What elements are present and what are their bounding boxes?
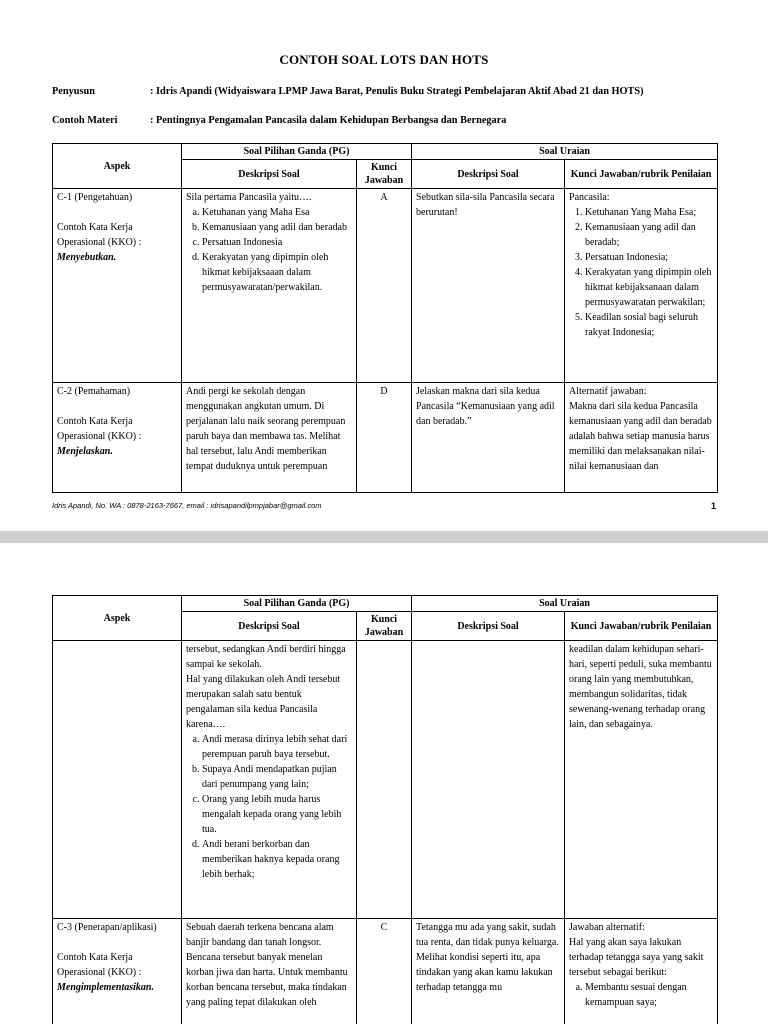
penyusun-label: Penyusun (52, 86, 95, 97)
kko-label: Contoh Kata Kerja Operasional (KKO) : (57, 222, 142, 248)
header-deskripsi-uraian: Deskripsi Soal (412, 612, 565, 641)
pg-question-cell (182, 641, 357, 919)
table-row (53, 189, 718, 383)
header-uraian: Soal Uraian (412, 144, 718, 160)
header-deskripsi-uraian: Deskripsi Soal (412, 160, 565, 189)
aspek-cell (53, 919, 182, 1024)
header-pg: Soal Pilihan Ganda (PG) (182, 596, 412, 612)
rubric-item: a. Membantu sesuai dengan kemampuan saya; (585, 980, 713, 1010)
option-a: a. Andi merasa dirinya lebih sehat dari perempuan paruh baya tersebut. (202, 732, 352, 762)
rubric-cell (565, 919, 718, 1024)
header-kunci: Kunci Jawaban (357, 612, 412, 641)
rubric-intro: Jawaban alternatif: Hal yang akan saya lakukan terhadap tetangga saya yang sakit tersebut sebagai berikut: (569, 922, 704, 978)
rubric-cell (565, 189, 718, 383)
option-b: b. Kemanusiaan yang adil dan beradab (202, 220, 352, 235)
page-2 (0, 543, 768, 1024)
answer-key-empty (357, 641, 412, 919)
materi-value: : Pentingnya Pengamalan Pancasila dalam Kehidupan Berbangsa dan Bernegara (150, 115, 507, 126)
question-table-page-2 (52, 595, 718, 1024)
pg-question: Andi pergi ke sekolah dengan menggunakan angkutan umum. Di perjalanan lalu naik seorang perempuan paruh baya dan membawa tas. Melihat hal tersebut, lalu Andi memberikan tempat duduknya untuk perempuan (182, 383, 357, 493)
rubric-list (569, 980, 713, 1010)
pg-question: Sebuah daerah terkena bencana alam banjir bandang dan tanah longsor. Bencana tersebut banyak menelan korban jiwa dan harta. Untuk membantu korban bencana tersebut, maka tindakan yang paling tepat dilakukan oleh (182, 919, 357, 1024)
rubric-item: 2. Kemanusiaan yang adil dan beradab; (585, 220, 713, 250)
answer-key: C (357, 919, 412, 1024)
option-d: d. Andi berani berkorban dan memberikan haknya kepada orang lebih berhak; (202, 837, 352, 882)
header-aspek: Aspek (53, 144, 182, 189)
answer-key: A (357, 189, 412, 383)
rubric-text: keadilan dalam kehidupan sehari-hari, seperti peduli, suka membantu orang lain yang membutuhkan, membangun solidaritas, tidak sewenang-wenang terhadap orang lain, dan sebagainya. (565, 641, 718, 919)
header-rubrik: Kunci Jawaban/rubrik Penilaian (565, 612, 718, 641)
essay-question: Jelaskan makna dari sila kedua Pancasila “Kemanusiaan yang adil dan beradab.” (412, 383, 565, 493)
document-title: CONTOH SOAL LOTS DAN HOTS (279, 52, 489, 67)
question-table-page-1 (52, 143, 718, 493)
essay-question-empty (412, 641, 565, 919)
table-row (53, 641, 718, 919)
kko-verb: Menyebutkan. (57, 252, 117, 263)
table-row (53, 383, 718, 493)
aspek-label: C-2 (Pemahaman) (57, 386, 131, 397)
essay-question: Tetangga mu ada yang sakit, sudah tua renta, dan tidak punya keluarga. Melihat kondisi seperti itu, apa tindakan yang akan kamu lakukan terhadap tetangga mu (412, 919, 565, 1024)
pg-question: Sila pertama Pancasila yaitu…. (186, 192, 312, 203)
rubric-item: 3. Persatuan Indonesia; (585, 250, 713, 265)
aspek-cell-empty (53, 641, 182, 919)
rubric-intro: Pancasila: (569, 192, 610, 203)
penyusun-value: : Idris Apandi (Widyaiswara LPMP Jawa Barat, Penulis Buku Strategi Pembelajaran Aktif Abad 21 dan HOTS) (150, 86, 644, 97)
pg-options (186, 732, 352, 882)
option-b: b. Supaya Andi mendapatkan pujian dari penumpang yang lain; (202, 762, 352, 792)
rubric-list (569, 205, 713, 340)
table-row (53, 919, 718, 1024)
rubric-text: Alternatif jawaban: Makna dari sila kedua Pancasila kemanusiaan yang adil dan beradab adalah bahwa setiap manusia harus memiliki dan melaksanakan nilai-nilai kemanusiaan dan (565, 383, 718, 493)
header-deskripsi-pg: Deskripsi Soal (182, 160, 357, 189)
kko-verb: Mengimplementasikan. (57, 982, 154, 993)
aspek-label: C-1 (Pengetahuan) (57, 192, 133, 203)
rubric-item: 5. Keadilan sosial bagi seluruh rakyat Indonesia; (585, 310, 713, 340)
option-c: c. Persatuan Indonesia (202, 235, 352, 250)
option-a: a. Ketuhanan yang Maha Esa (202, 205, 352, 220)
option-c: c. Orang yang lebih muda harus mengalah kepada orang yang lebih tua. (202, 792, 352, 837)
essay-question: Sebutkan sila-sila Pancasila secara berurutan! (412, 189, 565, 383)
materi-label: Contoh Materi (52, 115, 118, 126)
aspek-cell (53, 189, 182, 383)
pg-question-cont: tersebut, sedangkan Andi berdiri hingga sampai ke sekolah. (186, 644, 346, 670)
header-uraian: Soal Uraian (412, 596, 718, 612)
header-kunci: Kunci Jawaban (357, 160, 412, 189)
option-d: d. Kerakyatan yang dipimpin oleh hikmat kebijaksaaan dalam permusyawaratan/perwakilan. (202, 250, 352, 295)
pg-question-cell (182, 189, 357, 383)
aspek-label: C-3 (Penerapan/aplikasi) (57, 922, 157, 933)
kko-label: Contoh Kata Kerja Operasional (KKO) : (57, 952, 142, 978)
materi-line (52, 115, 506, 126)
aspek-cell (53, 383, 182, 493)
rubric-item: 1. Ketuhanan Yang Maha Esa; (585, 205, 713, 220)
header-deskripsi-pg: Deskripsi Soal (182, 612, 357, 641)
kko-verb: Menjelaskan. (57, 446, 113, 457)
answer-key: D (357, 383, 412, 493)
header-pg: Soal Pilihan Ganda (PG) (182, 144, 412, 160)
penyusun-line (52, 86, 644, 97)
rubric-item: 4. Kerakyatan yang dipimpin oleh hikmat kebijaksanaan dalam permusyawaratan perwakilan; (585, 265, 713, 310)
kko-label: Contoh Kata Kerja Operasional (KKO) : (57, 416, 142, 442)
page-number: 1 (710, 501, 716, 511)
pg-options (186, 205, 352, 295)
header-aspek: Aspek (53, 596, 182, 641)
pg-question: Hal yang dilakukan oleh Andi tersebut merupakan salah satu bentuk pengalaman sila kedua Pancasila karena…. (186, 674, 341, 730)
footer-contact: Idris Apandi, No. WA : 0878-2163-7667, email : idrisapandilpmpjabar@gmail.com (52, 501, 322, 510)
header-rubrik: Kunci Jawaban/rubrik Penilaian (565, 160, 718, 189)
